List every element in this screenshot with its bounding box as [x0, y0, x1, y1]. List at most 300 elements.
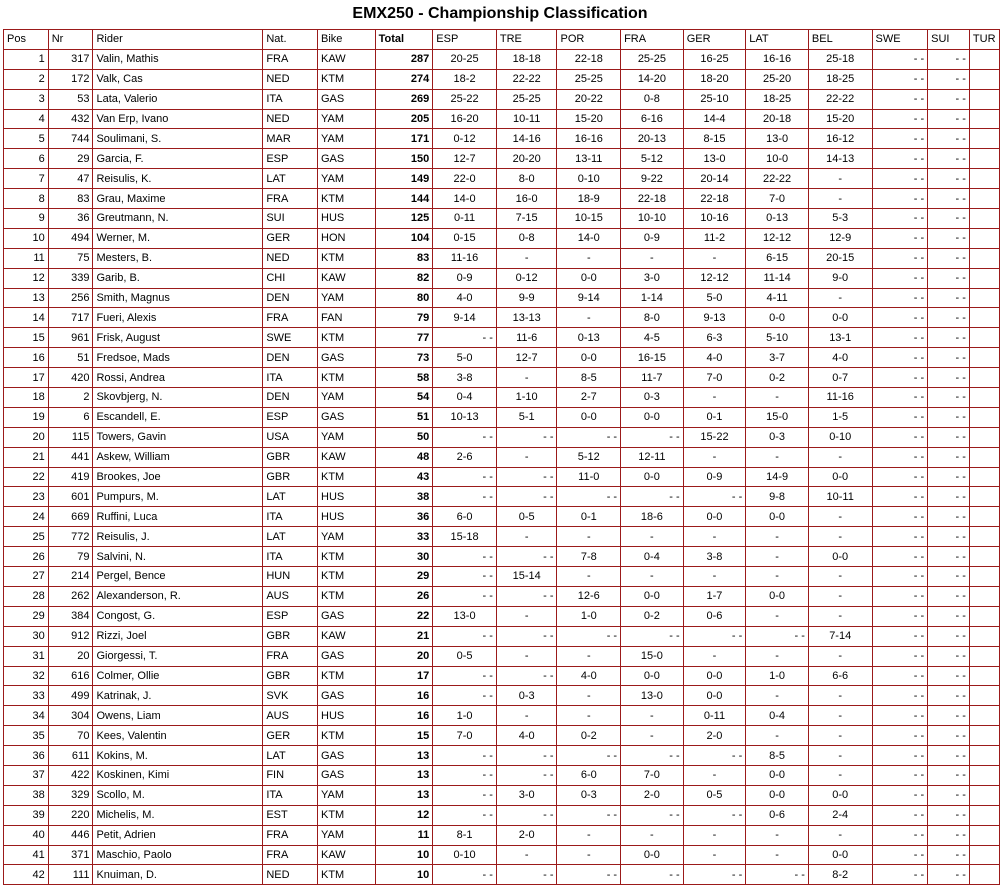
cell-total: 10	[375, 845, 433, 865]
cell-bike: KAW	[318, 845, 376, 865]
table-row	[4, 765, 1000, 785]
cell-rider: Knuiman, D.	[93, 865, 263, 885]
cell-pos: 14	[4, 308, 49, 328]
cell-tur	[969, 388, 999, 408]
cell-rider: Smith, Magnus	[93, 288, 263, 308]
cell-por: 10-15	[557, 209, 621, 229]
cell-esp: 12-7	[433, 149, 497, 169]
cell-pos: 31	[4, 646, 49, 666]
cell-rider: Werner, M.	[93, 228, 263, 248]
cell-swe: - -	[872, 89, 928, 109]
cell-pos: 3	[4, 89, 49, 109]
cell-tur	[969, 785, 999, 805]
table-row	[4, 209, 1000, 229]
cell-sui: - -	[928, 706, 970, 726]
cell-esp: - -	[433, 328, 497, 348]
cell-lat: 1-0	[746, 666, 809, 686]
table-row	[4, 785, 1000, 805]
cell-bel: 12-9	[808, 228, 872, 248]
cell-swe: - -	[872, 686, 928, 706]
cell-ger: -	[683, 527, 746, 547]
table-row	[4, 586, 1000, 606]
table-row	[4, 706, 1000, 726]
cell-sui: - -	[928, 865, 970, 885]
cell-total: 16	[375, 706, 433, 726]
table-row	[4, 248, 1000, 268]
cell-sui: - -	[928, 785, 970, 805]
cell-lat: 5-10	[746, 328, 809, 348]
cell-nr: 339	[48, 268, 93, 288]
cell-ger: 0-0	[683, 507, 746, 527]
cell-nat: FRA	[263, 308, 318, 328]
cell-sui: - -	[928, 388, 970, 408]
cell-lat: 13-0	[746, 129, 809, 149]
cell-tre: 16-0	[496, 189, 557, 209]
table-row	[4, 666, 1000, 686]
cell-bike: KAW	[318, 268, 376, 288]
cell-esp: 9-14	[433, 308, 497, 328]
cell-tur	[969, 626, 999, 646]
cell-nr: 47	[48, 169, 93, 189]
table-row	[4, 686, 1000, 706]
cell-ger: 11-2	[683, 228, 746, 248]
cell-rider: Brookes, Joe	[93, 467, 263, 487]
cell-ger: 0-6	[683, 606, 746, 626]
cell-nat: ITA	[263, 507, 318, 527]
cell-swe: - -	[872, 268, 928, 288]
cell-swe: - -	[872, 666, 928, 686]
cell-total: 83	[375, 248, 433, 268]
cell-esp: 15-18	[433, 527, 497, 547]
cell-bike: KAW	[318, 49, 376, 69]
cell-bike: HUS	[318, 209, 376, 229]
cell-ger: - -	[683, 865, 746, 885]
table-row	[4, 348, 1000, 368]
cell-fra: 20-13	[621, 129, 684, 149]
cell-esp: 8-1	[433, 825, 497, 845]
cell-esp: - -	[433, 746, 497, 766]
cell-esp: - -	[433, 427, 497, 447]
column-header-pos: Pos	[4, 30, 49, 50]
table-row	[4, 845, 1000, 865]
cell-total: 171	[375, 129, 433, 149]
cell-por: 25-25	[557, 69, 621, 89]
cell-tre: - -	[496, 547, 557, 567]
cell-nr: 616	[48, 666, 93, 686]
cell-rider: Garib, B.	[93, 268, 263, 288]
cell-sui: - -	[928, 646, 970, 666]
cell-swe: - -	[872, 49, 928, 69]
cell-nat: ITA	[263, 547, 318, 567]
cell-fra: 8-0	[621, 308, 684, 328]
table-row	[4, 288, 1000, 308]
column-header-lat: LAT	[746, 30, 809, 50]
cell-swe: - -	[872, 407, 928, 427]
cell-ger: 12-12	[683, 268, 746, 288]
cell-tur	[969, 348, 999, 368]
cell-bel: 13-1	[808, 328, 872, 348]
cell-pos: 22	[4, 467, 49, 487]
cell-nat: NED	[263, 69, 318, 89]
cell-esp: 0-11	[433, 209, 497, 229]
cell-por: -	[557, 567, 621, 587]
cell-swe: - -	[872, 427, 928, 447]
cell-sui: - -	[928, 209, 970, 229]
cell-ger: 16-25	[683, 49, 746, 69]
cell-pos: 19	[4, 407, 49, 427]
cell-rider: Reisulis, K.	[93, 169, 263, 189]
cell-nr: 499	[48, 686, 93, 706]
cell-ger: 0-1	[683, 407, 746, 427]
cell-bel: 0-0	[808, 547, 872, 567]
cell-bike: KTM	[318, 248, 376, 268]
cell-pos: 9	[4, 209, 49, 229]
cell-por: 0-0	[557, 268, 621, 288]
cell-swe: - -	[872, 805, 928, 825]
cell-nat: FRA	[263, 189, 318, 209]
cell-total: 36	[375, 507, 433, 527]
cell-total: 29	[375, 567, 433, 587]
cell-ger: 0-5	[683, 785, 746, 805]
cell-total: 269	[375, 89, 433, 109]
cell-nat: FRA	[263, 825, 318, 845]
cell-nat: DEN	[263, 348, 318, 368]
cell-rider: Congost, G.	[93, 606, 263, 626]
cell-tre: 9-9	[496, 288, 557, 308]
cell-swe: - -	[872, 189, 928, 209]
cell-tre: - -	[496, 666, 557, 686]
cell-tre: - -	[496, 586, 557, 606]
cell-ger: -	[683, 845, 746, 865]
cell-sui: - -	[928, 169, 970, 189]
cell-nr: 961	[48, 328, 93, 348]
cell-bel: -	[808, 746, 872, 766]
cell-total: 125	[375, 209, 433, 229]
cell-tur	[969, 328, 999, 348]
cell-bike: KTM	[318, 328, 376, 348]
cell-nr: 36	[48, 209, 93, 229]
cell-pos: 24	[4, 507, 49, 527]
cell-esp: - -	[433, 626, 497, 646]
cell-rider: Rossi, Andrea	[93, 368, 263, 388]
cell-fra: 10-10	[621, 209, 684, 229]
cell-tre: - -	[496, 626, 557, 646]
cell-total: 274	[375, 69, 433, 89]
cell-tur	[969, 427, 999, 447]
cell-bel: 0-0	[808, 785, 872, 805]
cell-bike: GAS	[318, 606, 376, 626]
column-header-tre: TRE	[496, 30, 557, 50]
cell-fra: 0-3	[621, 388, 684, 408]
cell-ger: - -	[683, 746, 746, 766]
cell-nat: HUN	[263, 567, 318, 587]
cell-tur	[969, 149, 999, 169]
cell-esp: - -	[433, 686, 497, 706]
cell-por: -	[557, 308, 621, 328]
cell-pos: 16	[4, 348, 49, 368]
cell-tre: -	[496, 527, 557, 547]
cell-nr: 20	[48, 646, 93, 666]
cell-bel: 18-25	[808, 69, 872, 89]
cell-bel: -	[808, 586, 872, 606]
cell-bel: 0-0	[808, 845, 872, 865]
cell-bike: GAS	[318, 646, 376, 666]
cell-tur	[969, 527, 999, 547]
cell-total: 17	[375, 666, 433, 686]
cell-bike: GAS	[318, 686, 376, 706]
cell-total: 21	[375, 626, 433, 646]
cell-lat: -	[746, 547, 809, 567]
cell-bel: 15-20	[808, 109, 872, 129]
cell-tur	[969, 308, 999, 328]
cell-sui: - -	[928, 407, 970, 427]
cell-ger: - -	[683, 805, 746, 825]
cell-nat: DEN	[263, 388, 318, 408]
cell-pos: 2	[4, 69, 49, 89]
cell-total: 54	[375, 388, 433, 408]
cell-sui: - -	[928, 427, 970, 447]
table-row	[4, 726, 1000, 746]
cell-por: - -	[557, 865, 621, 885]
cell-esp: - -	[433, 865, 497, 885]
cell-ger: -	[683, 447, 746, 467]
cell-bike: FAN	[318, 308, 376, 328]
cell-pos: 34	[4, 706, 49, 726]
cell-esp: 18-2	[433, 69, 497, 89]
cell-swe: - -	[872, 706, 928, 726]
cell-swe: - -	[872, 865, 928, 885]
cell-esp: 14-0	[433, 189, 497, 209]
cell-total: 13	[375, 746, 433, 766]
cell-por: 18-9	[557, 189, 621, 209]
cell-nr: 29	[48, 149, 93, 169]
cell-total: 10	[375, 865, 433, 885]
cell-por: 0-1	[557, 507, 621, 527]
cell-bike: YAM	[318, 785, 376, 805]
cell-por: 20-22	[557, 89, 621, 109]
table-row	[4, 427, 1000, 447]
cell-tur	[969, 825, 999, 845]
cell-swe: - -	[872, 765, 928, 785]
column-header-rider: Rider	[93, 30, 263, 50]
cell-swe: - -	[872, 288, 928, 308]
cell-lat: -	[746, 686, 809, 706]
cell-nr: 912	[48, 626, 93, 646]
cell-bike: YAM	[318, 388, 376, 408]
column-header-bike: Bike	[318, 30, 376, 50]
cell-bel: 0-10	[808, 427, 872, 447]
cell-tre: -	[496, 706, 557, 726]
cell-sui: - -	[928, 447, 970, 467]
cell-ger: -	[683, 567, 746, 587]
table-row	[4, 567, 1000, 587]
cell-sui: - -	[928, 89, 970, 109]
cell-lat: -	[746, 606, 809, 626]
cell-ger: 0-11	[683, 706, 746, 726]
cell-por: 0-10	[557, 169, 621, 189]
cell-fra: 0-2	[621, 606, 684, 626]
cell-tur	[969, 606, 999, 626]
cell-swe: - -	[872, 209, 928, 229]
cell-tur	[969, 407, 999, 427]
cell-ger: 5-0	[683, 288, 746, 308]
cell-sui: - -	[928, 567, 970, 587]
cell-bike: GAS	[318, 89, 376, 109]
cell-tre: - -	[496, 865, 557, 885]
cell-tur	[969, 368, 999, 388]
cell-nr: 772	[48, 527, 93, 547]
cell-nr: 53	[48, 89, 93, 109]
cell-nat: LAT	[263, 527, 318, 547]
cell-total: 26	[375, 586, 433, 606]
cell-esp: - -	[433, 666, 497, 686]
cell-rider: Escandell, E.	[93, 407, 263, 427]
cell-bike: GAS	[318, 746, 376, 766]
cell-ger: -	[683, 765, 746, 785]
cell-sui: - -	[928, 825, 970, 845]
cell-bike: YAM	[318, 129, 376, 149]
cell-lat: 6-15	[746, 248, 809, 268]
cell-bel: 0-0	[808, 308, 872, 328]
cell-total: 22	[375, 606, 433, 626]
cell-ger: 6-3	[683, 328, 746, 348]
cell-bel: 4-0	[808, 348, 872, 368]
cell-rider: Valk, Cas	[93, 69, 263, 89]
cell-ger: 4-0	[683, 348, 746, 368]
cell-swe: - -	[872, 248, 928, 268]
cell-pos: 15	[4, 328, 49, 348]
cell-por: 15-20	[557, 109, 621, 129]
cell-bike: HON	[318, 228, 376, 248]
cell-bel: -	[808, 686, 872, 706]
cell-sui: - -	[928, 328, 970, 348]
cell-bel: 6-6	[808, 666, 872, 686]
cell-bike: GAS	[318, 765, 376, 785]
table-row	[4, 407, 1000, 427]
column-header-nat: Nat.	[263, 30, 318, 50]
cell-esp: 1-0	[433, 706, 497, 726]
cell-tre: 25-25	[496, 89, 557, 109]
cell-total: 82	[375, 268, 433, 288]
cell-bel: 20-15	[808, 248, 872, 268]
cell-sui: - -	[928, 189, 970, 209]
cell-bel: 8-2	[808, 865, 872, 885]
cell-total: 73	[375, 348, 433, 368]
cell-sui: - -	[928, 109, 970, 129]
cell-pos: 25	[4, 527, 49, 547]
cell-swe: - -	[872, 149, 928, 169]
table-row	[4, 547, 1000, 567]
cell-lat: 15-0	[746, 407, 809, 427]
cell-esp: - -	[433, 586, 497, 606]
cell-rider: Towers, Gavin	[93, 427, 263, 447]
cell-pos: 38	[4, 785, 49, 805]
cell-lat: 0-6	[746, 805, 809, 825]
cell-sui: - -	[928, 308, 970, 328]
cell-nr: 262	[48, 586, 93, 606]
cell-bel: -	[808, 706, 872, 726]
page-title: EMX250 - Championship Classification	[352, 5, 648, 22]
cell-total: 48	[375, 447, 433, 467]
cell-pos: 29	[4, 606, 49, 626]
cell-lat: 8-5	[746, 746, 809, 766]
cell-fra: 13-0	[621, 686, 684, 706]
cell-fra: 25-25	[621, 49, 684, 69]
table-row	[4, 49, 1000, 69]
cell-fra: - -	[621, 427, 684, 447]
cell-esp: 13-0	[433, 606, 497, 626]
cell-por: 1-0	[557, 606, 621, 626]
cell-tur	[969, 805, 999, 825]
cell-sui: - -	[928, 746, 970, 766]
cell-esp: 4-0	[433, 288, 497, 308]
cell-tre: 14-16	[496, 129, 557, 149]
cell-pos: 4	[4, 109, 49, 129]
cell-total: 13	[375, 765, 433, 785]
cell-rider: Owens, Liam	[93, 706, 263, 726]
cell-nr: 601	[48, 487, 93, 507]
table-row	[4, 626, 1000, 646]
cell-total: 38	[375, 487, 433, 507]
cell-tre: 12-7	[496, 348, 557, 368]
cell-bike: KAW	[318, 626, 376, 646]
cell-rider: Pumpurs, M.	[93, 487, 263, 507]
cell-lat: 18-25	[746, 89, 809, 109]
cell-bel: -	[808, 189, 872, 209]
table-header-row	[4, 30, 1000, 50]
cell-esp: 3-8	[433, 368, 497, 388]
cell-tre: 0-12	[496, 268, 557, 288]
cell-swe: - -	[872, 487, 928, 507]
cell-swe: - -	[872, 746, 928, 766]
cell-lat: 10-0	[746, 149, 809, 169]
cell-esp: 20-25	[433, 49, 497, 69]
cell-bike: YAM	[318, 825, 376, 845]
cell-pos: 21	[4, 447, 49, 467]
cell-nr: 79	[48, 547, 93, 567]
cell-total: 287	[375, 49, 433, 69]
cell-rider: Alexanderson, R.	[93, 586, 263, 606]
cell-ger: 10-16	[683, 209, 746, 229]
cell-fra: 12-11	[621, 447, 684, 467]
cell-rider: Van Erp, Ivano	[93, 109, 263, 129]
cell-nat: EST	[263, 805, 318, 825]
cell-fra: 16-15	[621, 348, 684, 368]
cell-tur	[969, 666, 999, 686]
cell-total: 33	[375, 527, 433, 547]
cell-bel: 16-12	[808, 129, 872, 149]
cell-pos: 23	[4, 487, 49, 507]
cell-nr: 441	[48, 447, 93, 467]
cell-nr: 83	[48, 189, 93, 209]
cell-lat: 12-12	[746, 228, 809, 248]
cell-tur	[969, 507, 999, 527]
cell-lat: 0-0	[746, 785, 809, 805]
cell-esp: 0-10	[433, 845, 497, 865]
column-header-swe: SWE	[872, 30, 928, 50]
cell-bel: -	[808, 169, 872, 189]
cell-por: -	[557, 825, 621, 845]
cell-por: -	[557, 646, 621, 666]
cell-tur	[969, 706, 999, 726]
cell-nr: 304	[48, 706, 93, 726]
cell-lat: 11-14	[746, 268, 809, 288]
cell-swe: - -	[872, 586, 928, 606]
cell-ger: 0-0	[683, 666, 746, 686]
cell-bel: 14-13	[808, 149, 872, 169]
cell-bike: KTM	[318, 805, 376, 825]
cell-fra: 18-6	[621, 507, 684, 527]
